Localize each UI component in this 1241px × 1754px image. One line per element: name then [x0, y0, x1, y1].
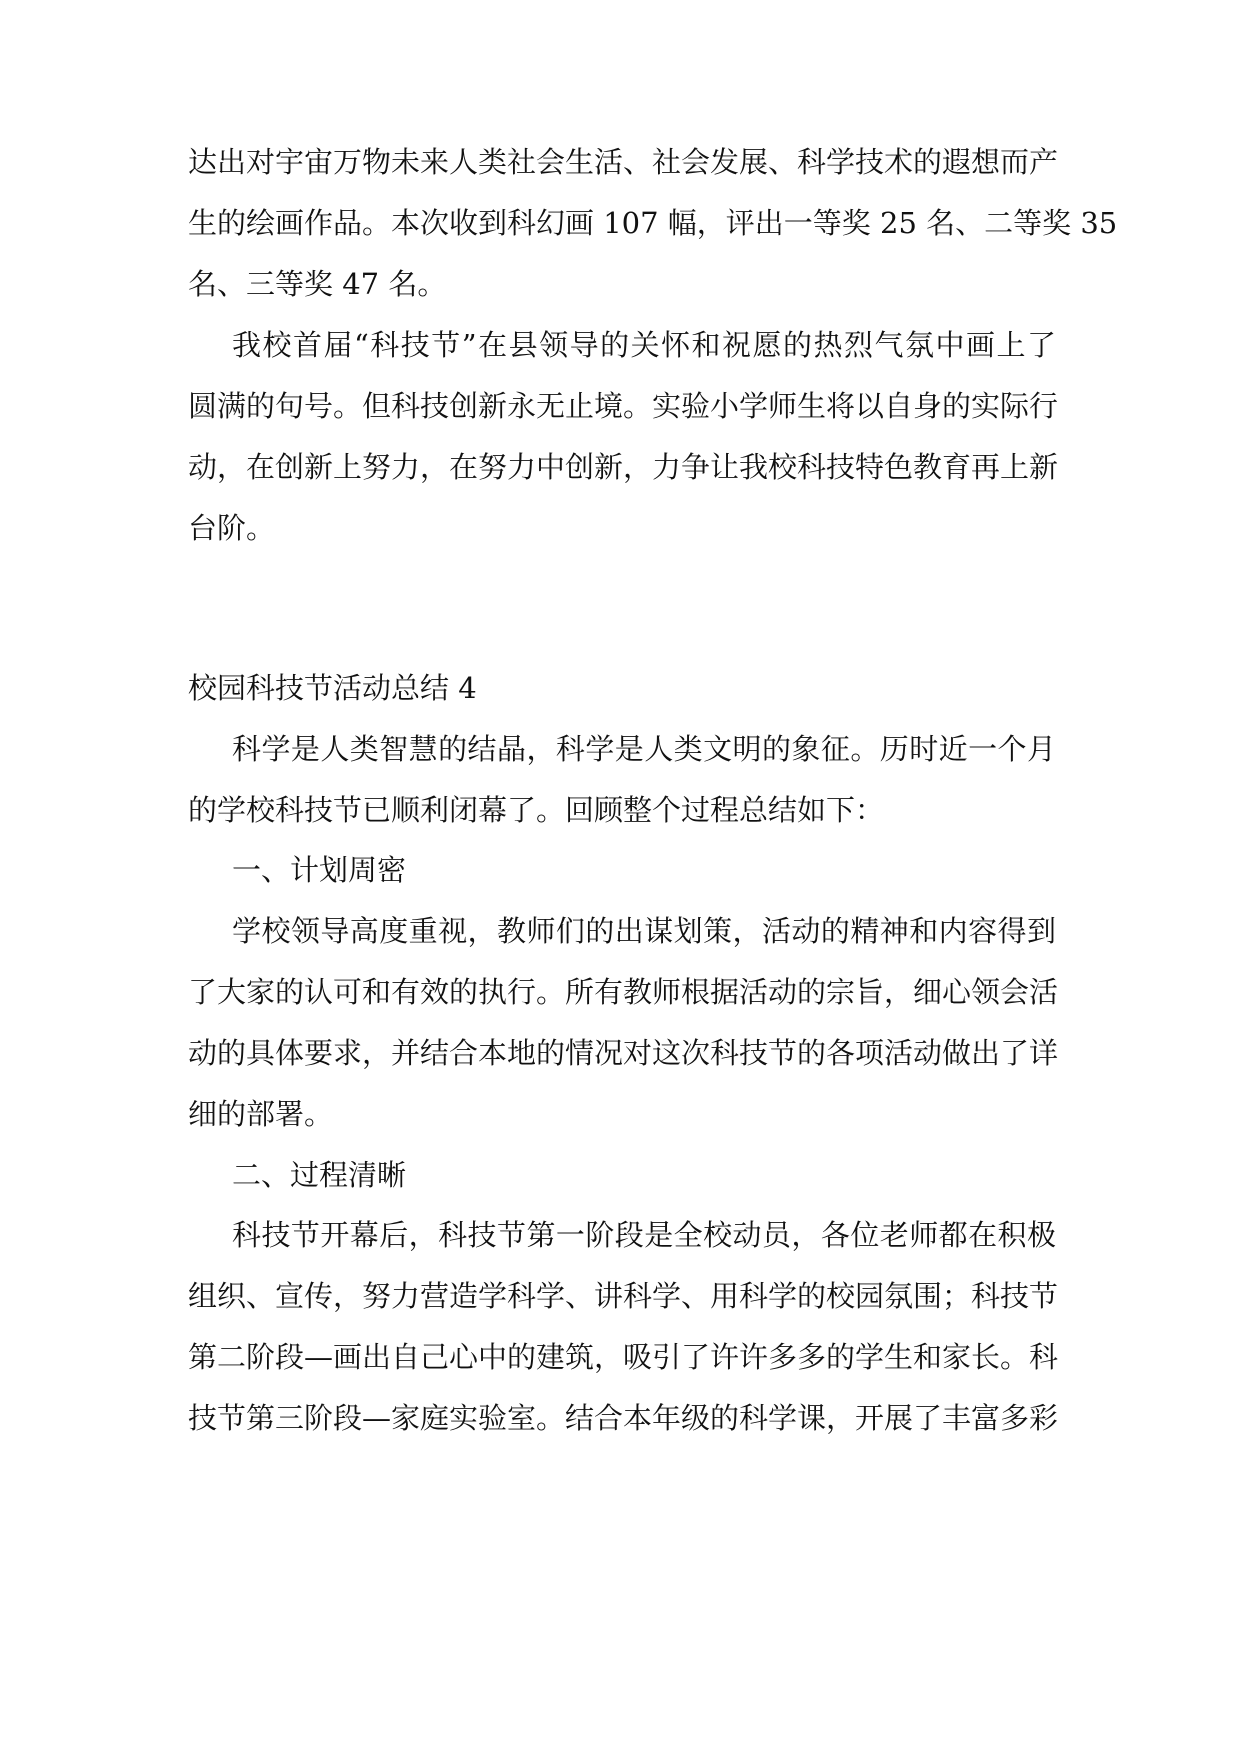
- paragraph-line: 科学是人类智慧的结晶，科学是人类文明的象征。历时近一个月: [232, 732, 1056, 766]
- paragraph-line: 技节第三阶段—家庭实验室。结合本年级的科学课，开展了丰富多彩: [188, 1401, 1059, 1435]
- paragraph-line: 科技节开幕后，科技节第一阶段是全校动员，各位老师都在积极: [232, 1218, 1056, 1252]
- paragraph-line: 组织、宣传，努力营造学科学、讲科学、用科学的校园氛围；科技节: [188, 1279, 1059, 1313]
- paragraph-line: 动，在创新上努力，在努力中创新，力争让我校科技特色教育再上新: [188, 450, 1059, 484]
- paragraph-line: 名、三等奖 47 名。: [188, 267, 447, 301]
- paragraph-line: 的学校科技节已顺利闭幕了。回顾整个过程总结如下：: [188, 793, 885, 827]
- subheading: 一、计划周密: [232, 853, 407, 887]
- paragraph-line: 了大家的认可和有效的执行。所有教师根据活动的宗旨，细心领会活: [188, 975, 1059, 1009]
- section-title: 校园科技节活动总结 4: [188, 671, 477, 705]
- paragraph-line: 圆满的句号。但科技创新永无止境。实验小学师生将以自身的实际行: [188, 389, 1059, 423]
- paragraph-line: 动的具体要求，并结合本地的情况对这次科技节的各项活动做出了详: [188, 1036, 1059, 1070]
- paragraph-line: 学校领导高度重视，教师们的出谋划策，活动的精神和内容得到: [232, 914, 1056, 948]
- paragraph-line: 生的绘画作品。本次收到科幻画 107 幅，评出一等奖 25 名、二等奖 35: [188, 206, 1118, 240]
- paragraph-line: 第二阶段—画出自己心中的建筑，吸引了许许多多的学生和家长。科: [188, 1340, 1059, 1374]
- subheading: 二、过程清晰: [232, 1158, 407, 1192]
- paragraph-line: 细的部署。: [188, 1097, 334, 1131]
- paragraph-line: 台阶。: [188, 511, 276, 545]
- paragraph-line: 达出对宇宙万物未来人类社会生活、社会发展、科学技术的遐想而产: [188, 145, 1059, 179]
- paragraph-line: 我校首届“科技节”在县领导的关怀和祝愿的热烈气氛中画上了: [232, 328, 1056, 362]
